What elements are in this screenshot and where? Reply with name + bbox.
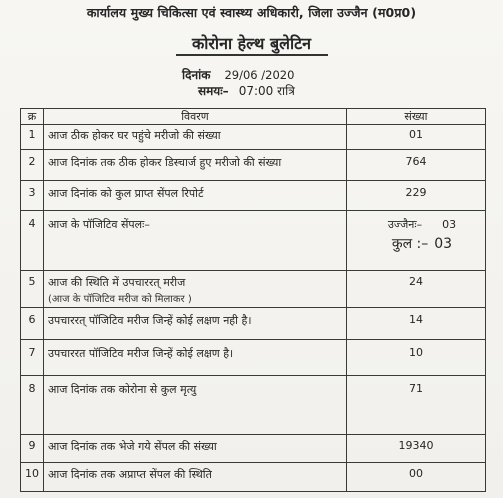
row-sn: 10 <box>21 463 44 492</box>
row-value: 764 <box>346 150 485 181</box>
row-description: आज की स्थिति में उपचाररत् मरीज <box>48 276 186 289</box>
table-header-row <box>21 109 486 125</box>
row-sn: 6 <box>21 308 44 340</box>
table-row <box>21 211 486 271</box>
row-sn: 4 <box>21 211 44 271</box>
table-row <box>21 125 486 150</box>
row-description: आज दिनांक तक अप्राप्त सेंपल की स्थिति <box>44 463 347 492</box>
row-description: आज दिनांक को कुल प्राप्त सेंपल रिपोर्ट <box>44 181 347 211</box>
row-value: 01 <box>346 125 485 150</box>
row-value: 71 <box>346 376 485 435</box>
row-description: उपचाररत पॉजिटिव मरीज जिन्हें कोई लक्षण है। <box>44 340 347 376</box>
time-line <box>198 82 295 99</box>
header-sn: क्र <box>21 109 44 125</box>
row-sn: 7 <box>21 340 44 376</box>
title-underline <box>176 54 328 56</box>
row-description: आज ठीक होकर घर पहुंचे मरीजो की संख्या <box>44 125 347 150</box>
row-value: 229 <box>346 181 485 211</box>
date-value: 29/06 /2020 <box>224 68 295 82</box>
table-row <box>21 435 486 463</box>
date-line <box>182 66 294 83</box>
row-sn: 5 <box>21 271 44 308</box>
bulletin-table <box>20 108 486 492</box>
row-value: 24 <box>346 271 485 308</box>
row-sn: 9 <box>21 435 44 463</box>
city-label: उज्जैनः– <box>387 218 423 231</box>
row-value: 14 <box>346 308 485 340</box>
table-row <box>21 150 486 181</box>
row-sn: 1 <box>21 125 44 150</box>
row-description-note: (आज के पॉजिटिव मरीज को मिलाकर ) <box>48 294 192 305</box>
table-row <box>21 376 486 435</box>
table-row <box>21 271 486 308</box>
header-count: संख्या <box>346 109 485 125</box>
table-row <box>21 308 486 340</box>
row-value: 00 <box>346 463 485 492</box>
row-value: 19340 <box>346 435 485 463</box>
total-count-line <box>363 234 481 253</box>
time-value: 07:00 रात्रि <box>238 84 295 98</box>
bulletin-title: कोरोना हेल्थ बुलेटिन <box>191 34 312 53</box>
row-description: आज दिनांक तक भेजे गये सेंपल की संख्या <box>44 435 347 463</box>
row-sn: 2 <box>21 150 44 181</box>
row-description: आज के पॉजिटिव सेंपलः– <box>44 211 347 271</box>
table-row <box>21 181 486 211</box>
row-description: आज दिनांक तक ठीक होकर डिस्चार्ज हुए मरीजो की संख्या <box>44 150 347 181</box>
time-label: समयः– <box>198 84 229 98</box>
city-count-line <box>363 217 481 232</box>
row-description: उपचाररत् पॉजिटिव मरीज जिन्हें कोई लक्षण नही है। <box>44 308 347 340</box>
city-value: 03 <box>442 218 457 231</box>
date-label: दिनांक <box>182 68 211 82</box>
table-row <box>21 463 486 492</box>
table-row <box>21 340 486 376</box>
row-description: आज दिनांक तक कोरोना से कुल मृत्यु <box>44 376 347 435</box>
office-heading: कार्यालय मुख्य चिकित्सा एवं स्वास्थ्य अधिकारी, जिला उज्जैन (म0प्र0) <box>86 5 417 20</box>
row-value: 10 <box>346 340 485 376</box>
header-description: विवरण <box>44 109 347 125</box>
row-sn: 8 <box>21 376 44 435</box>
row-sn: 3 <box>21 181 44 211</box>
row-description-cell <box>44 271 347 308</box>
row-value-breakdown <box>346 211 485 271</box>
total-label: कुल :– <box>391 236 429 252</box>
total-value: 03 <box>434 236 453 252</box>
